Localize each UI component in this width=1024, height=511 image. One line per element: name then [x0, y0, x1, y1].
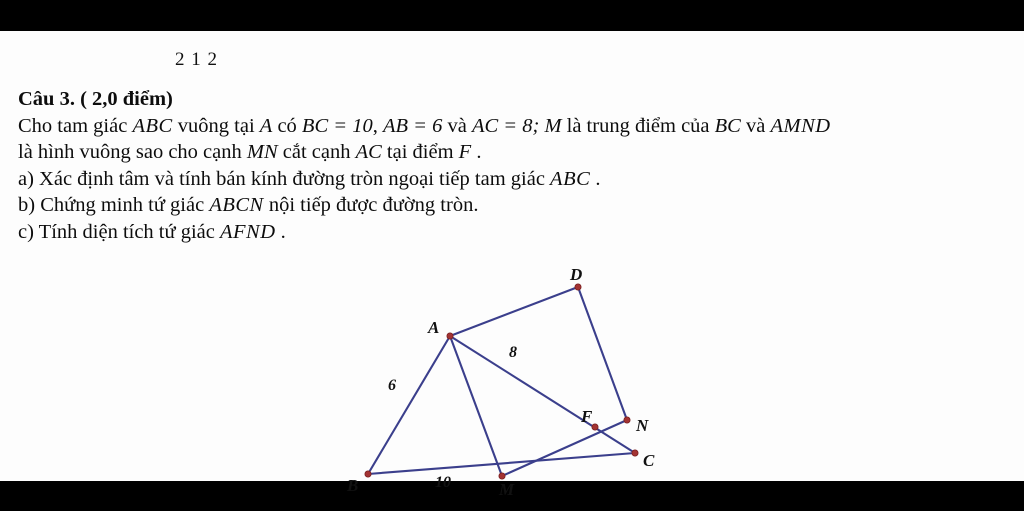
question-heading: Câu 3. ( 2,0 điểm): [18, 88, 173, 110]
question-line-2: là hình vuông sao cho cạnh MN cắt cạnh AC tại điểm F .: [18, 141, 482, 163]
vertex-M: [499, 473, 505, 479]
label-B: B: [347, 476, 359, 495]
vertex-A: [447, 333, 453, 339]
cut-off-text-sliver: 2 1 2: [175, 49, 218, 70]
question-part-c: c) Tính diện tích tứ giác AFND .: [18, 220, 286, 243]
question-text-block: [18, 86, 1008, 245]
label-N: N: [636, 416, 649, 435]
vertex-B: [365, 471, 371, 477]
label-M: M: [499, 480, 515, 499]
segment-DA: [450, 287, 578, 336]
side-length-BC: 10: [435, 474, 451, 491]
question-line-1: Cho tam giác ABC vuông tại A có BC = 10, AB = 6 và AC = 8; M là trung điểm của BC và AMND: [18, 114, 831, 137]
side-length-AC: 8: [509, 344, 517, 361]
segment-ND: [578, 287, 627, 420]
segment-AB: [368, 336, 450, 474]
geometry-figure: [330, 261, 730, 511]
vertex-F: [592, 424, 598, 430]
label-A: A: [428, 318, 440, 337]
side-length-AB: 6: [388, 377, 396, 394]
segment-AC: [450, 336, 635, 453]
segment-BC: [368, 453, 635, 474]
vertex-N: [624, 417, 630, 423]
document-page: [0, 31, 1024, 499]
segment-AM: [450, 336, 502, 476]
label-D: D: [570, 265, 583, 284]
label-F: F: [581, 407, 593, 426]
segment-MN: [502, 420, 627, 476]
question-part-a: a) Xác định tâm và tính bán kính đường tròn ngoại tiếp tam giác ABC .: [18, 167, 601, 190]
label-C: C: [643, 451, 655, 470]
vertex-C: [632, 450, 638, 456]
question-part-b: b) Chứng minh tứ giác ABCN nội tiếp được đường tròn.: [18, 194, 479, 216]
